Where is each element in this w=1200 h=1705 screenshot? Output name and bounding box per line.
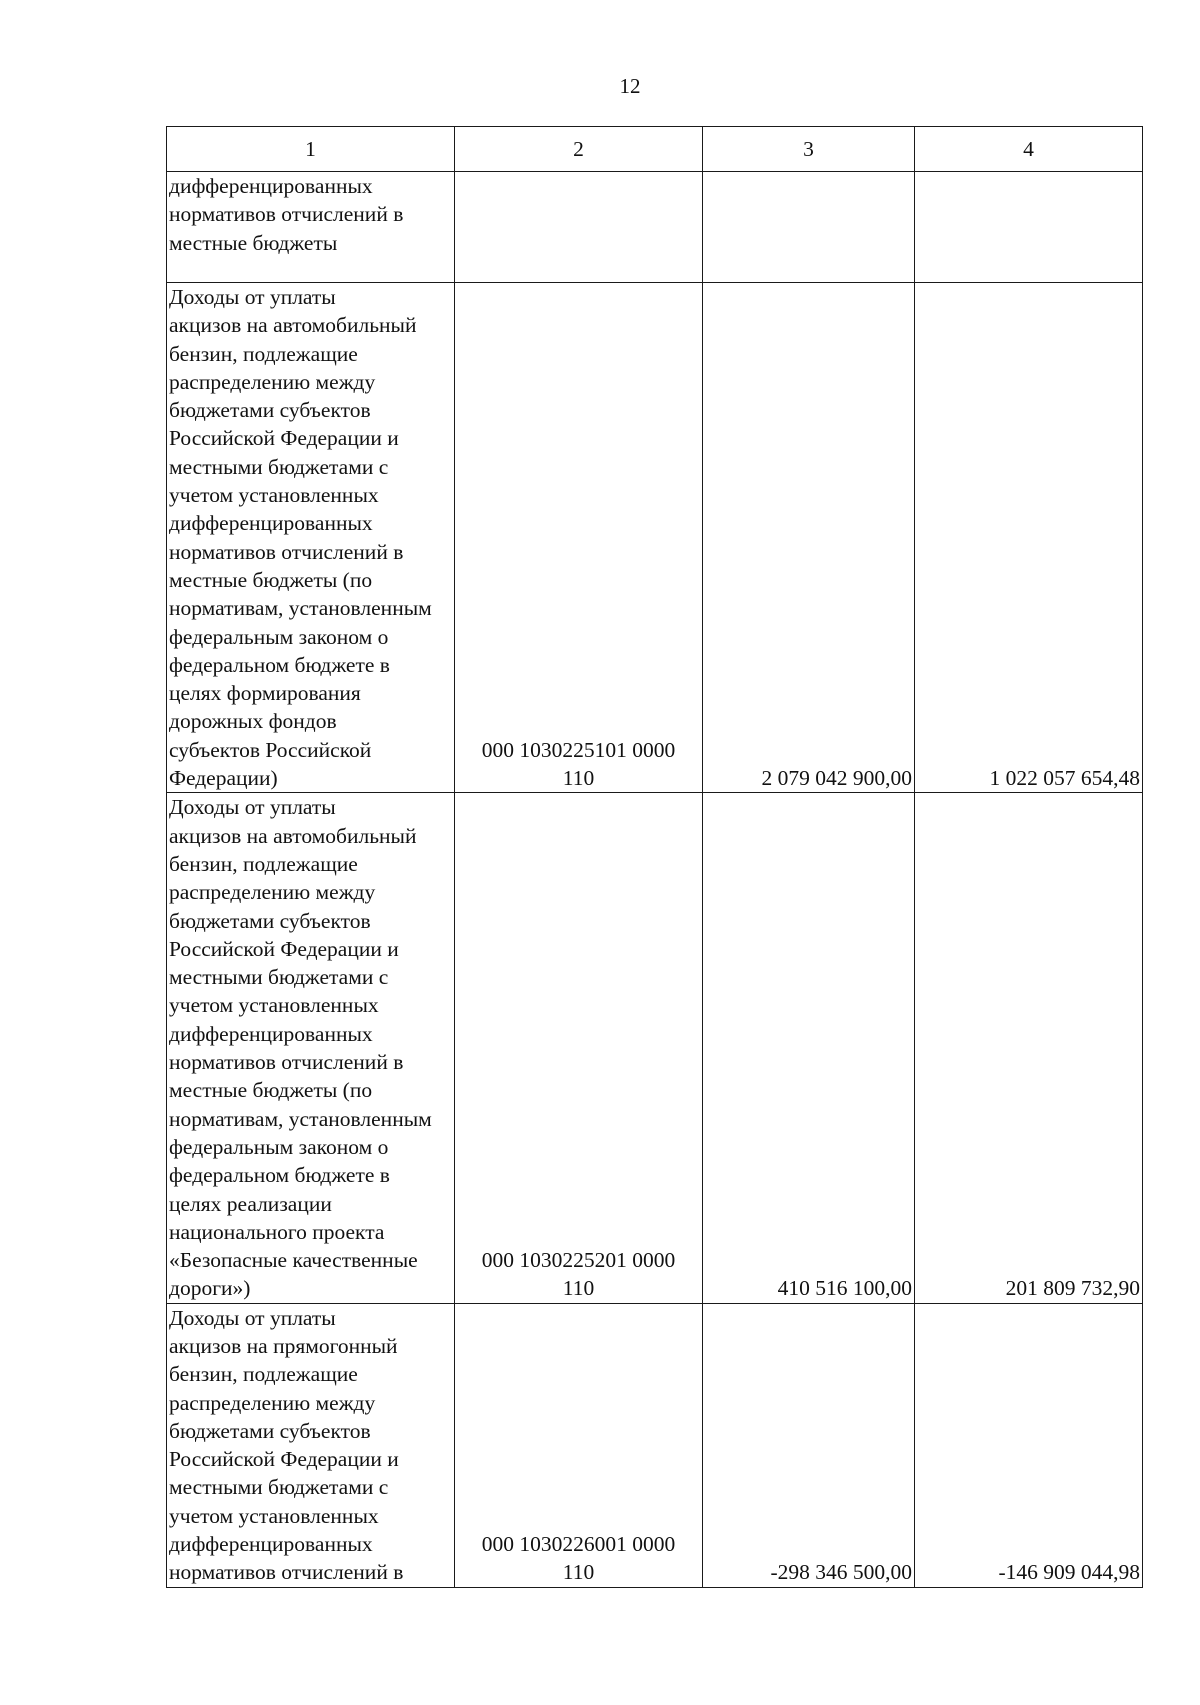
approved-amount-cell: 410 516 100,00 [703, 793, 915, 1303]
revenue-name-cell: Доходы от уплаты акцизов на автомобильный бензин, подлежащие распределению между бюджетами субъектов Российской Федерации и местными бюджетами с учетом установленных дифференцированных нормативов отчислений в местные бюджеты (по нормативам, установленным федеральным законом о федеральном бюджете в целях реализации национального проекта «Безопасные качественные дороги») [167, 793, 455, 1303]
column-header-3: 3 [703, 127, 915, 172]
table-row [167, 172, 1143, 283]
column-header-1: 1 [167, 127, 455, 172]
table-row [167, 793, 1143, 1303]
column-header-4: 4 [915, 127, 1143, 172]
revenue-name-cell: дифференцированных нормативов отчислений в местные бюджеты [167, 172, 455, 283]
budget-code-cell [455, 172, 703, 283]
approved-amount-cell: -298 346 500,00 [703, 1303, 915, 1587]
executed-amount-cell: -146 909 044,98 [915, 1303, 1143, 1587]
column-number-header-row [167, 127, 1143, 172]
budget-code-cell: 000 1030225101 0000 110 [455, 283, 703, 793]
table-row [167, 283, 1143, 793]
budget-code-cell: 000 1030225201 0000 110 [455, 793, 703, 1303]
approved-amount-cell [703, 172, 915, 283]
table-row [167, 1303, 1143, 1587]
executed-amount-cell [915, 172, 1143, 283]
approved-amount-cell: 2 079 042 900,00 [703, 283, 915, 793]
executed-amount-cell: 201 809 732,90 [915, 793, 1143, 1303]
column-header-2: 2 [455, 127, 703, 172]
page-number: 12 [619, 74, 641, 98]
executed-amount-cell: 1 022 057 654,48 [915, 283, 1143, 793]
budget-code-cell: 000 1030226001 0000 110 [455, 1303, 703, 1587]
revenue-name-cell: Доходы от уплаты акцизов на автомобильный бензин, подлежащие распределению между бюджетами субъектов Российской Федерации и местными бюджетами с учетом установленных дифференцированных нормативов отчислений в местные бюджеты (по нормативам, установленным федеральным законом о федеральном бюджете в целях формирования дорожных фондов субъектов Российской Федерации) [167, 283, 455, 793]
revenue-name-cell: Доходы от уплаты акцизов на прямогонный бензин, подлежащие распределению между бюджетами субъектов Российской Федерации и местными бюджетами с учетом установленных дифференцированных нормативов отчислений в [167, 1303, 455, 1587]
budget-revenue-table [166, 126, 1143, 1588]
